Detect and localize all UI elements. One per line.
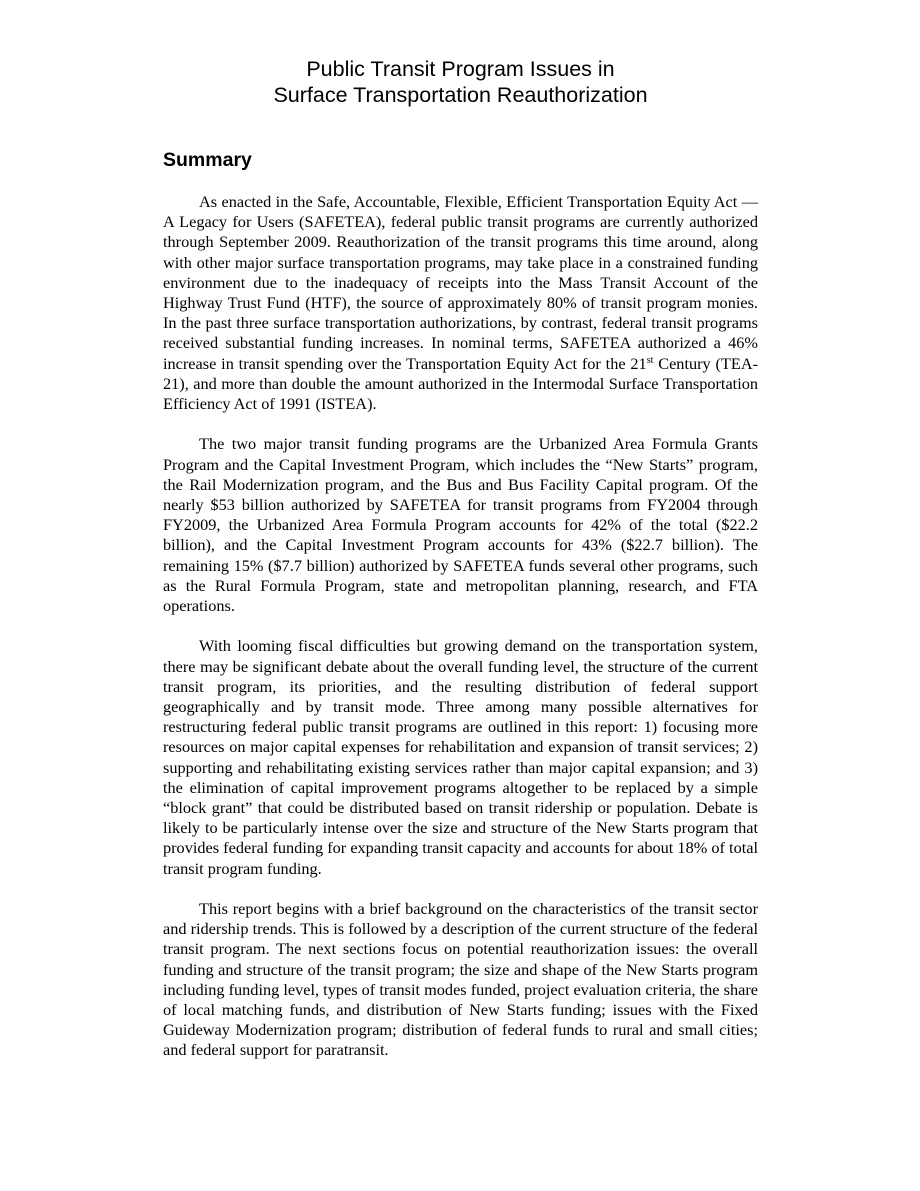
superscript-st: st <box>646 354 654 366</box>
paragraph-2: The two major transit funding programs are the Urbanized Area Formula Grants Program and the Capital Investment Program, which includes the “New Starts” program, the Rail Modernization program, and the Bus and Bus Facility Capital program. Of the nearly $53 billion authorized by SAFETEA for transit programs from FY2004 through FY2009, the Urbanized Area Formula Program accounts for 42% of the total ($22.2 billion), and the Capital Investment Program accounts for 43% ($22.7 billion). The remaining 15% ($7.7 billion) authorized by SAFETEA funds several other programs, such as the Rural Formula Program, state and metropolitan planning, research, and FTA operations. <box>163 434 758 616</box>
section-heading-summary: Summary <box>163 149 252 171</box>
document-title <box>163 56 758 108</box>
paragraph-1-text: As enacted in the Safe, Accountable, Flexible, Efficient Transportation Equity Act — A Legacy for Users (SAFETEA), federal public transit programs are currently authorized through September 2009. Reauthorization of the transit programs this time around, along with other major surface transportation programs, may take place in a constrained funding environment due to the inadequacy of receipts into the Mass Transit Account of the Highway Trust Fund (HTF), the source of approximately 80% of transit program monies. In the past three surface transportation authorizations, by contrast, federal transit programs received substantial funding increases. In nominal terms, SAFETEA authorized a 46% increase in transit spending over the Transportation Equity Act for the 21 <box>163 192 758 373</box>
paragraph-4: This report begins with a brief background on the characteristics of the transit sector and ridership trends. This is followed by a description of the current structure of the federal transit program. The next sections focus on potential reauthorization issues: the overall funding and structure of the transit program; the size and shape of the New Starts program including funding level, types of transit modes funded, project evaluation criteria, the share of local matching funds, and distribution of New Starts funding; issues with the Fixed Guideway Modernization program; distribution of federal funds to rural and small cities; and federal support for paratransit. <box>163 899 758 1060</box>
title-line-1: Public Transit Program Issues in <box>306 57 615 81</box>
paragraph-1 <box>163 192 758 414</box>
paragraph-3: With looming fiscal difficulties but growing demand on the transportation system, there may be significant debate about the overall funding level, the structure of the current transit program, its priorities, and the resulting distribution of federal support geographically and by transit mode. Three among many possible alternatives for restructuring federal public transit programs are outlined in this report: 1) focusing more resources on major capital expenses for rehabilitation and expansion of transit services; 2) supporting and rehabilitating existing services rather than major capital expansion; and 3) the elimination of capital improvement programs altogether to be replaced by a simple “block grant” that could be distributed based on transit ridership or population. Debate is likely to be particularly intense over the size and structure of the New Starts program that provides federal funding for expanding transit capacity and accounts for about 18% of total transit program funding. <box>163 636 758 878</box>
summary-body <box>163 192 758 1061</box>
paragraph-1-text-cont: Century (TEA-21), and more than double the amount authorized in the Intermodal Surface Transportation Efficiency Act of 1991 (ISTEA). <box>163 353 758 414</box>
title-line-2: Surface Transportation Reauthorization <box>273 83 648 107</box>
